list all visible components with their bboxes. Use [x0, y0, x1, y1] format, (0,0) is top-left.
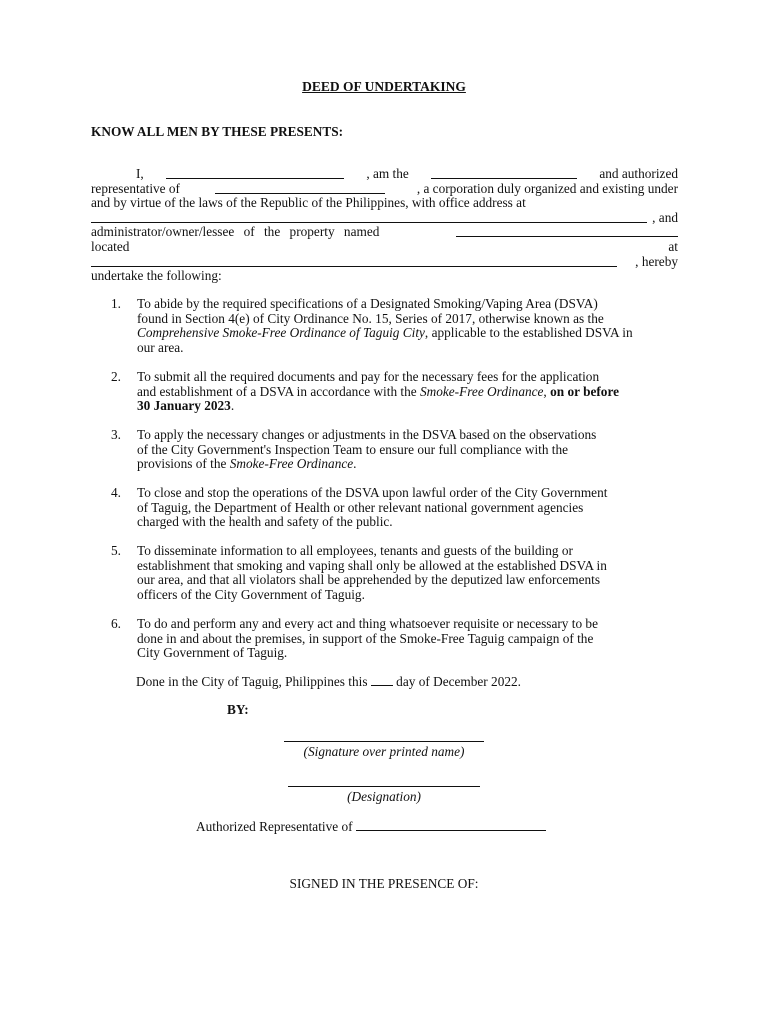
done-text: Done in the City of Taguig, Philippines this: [136, 674, 368, 689]
item-line-text: To submit all the required documents and pay for the necessary fees for the application: [137, 369, 600, 384]
item-line-text: City Government of Taguig.: [137, 645, 288, 661]
signature-caption: (Signature over printed name): [303, 744, 465, 759]
item-line: [137, 486, 678, 501]
item-number: 2.: [111, 369, 121, 384]
item-number: 1.: [111, 296, 121, 311]
intro-text: located: [91, 238, 130, 254]
intro-line-5: [91, 225, 678, 240]
item-line: [137, 443, 678, 458]
day-blank: [371, 674, 393, 686]
item-line: [137, 588, 678, 603]
item-text: [137, 544, 678, 602]
blank-line: [456, 225, 678, 237]
done-in-line: [136, 674, 521, 690]
item-number: 6.: [111, 616, 121, 631]
intro-line-7: [91, 255, 678, 270]
item-line-text: To abide by the required specifications of a Designated Smoking/Vaping Area (DSVA): [137, 296, 598, 311]
item-text: [137, 370, 678, 414]
intro-line-6: [91, 240, 678, 255]
intro-paragraph: [91, 167, 678, 284]
item-line-text: To do and perform any and every act and thing whatsoever requisite or necessary to be: [137, 616, 598, 631]
know-all-heading: KNOW ALL MEN BY THESE PRESENTS:: [91, 124, 344, 139]
blank-line: [431, 167, 577, 179]
designation-caption: (Designation): [347, 789, 421, 804]
intro-line-2: [91, 182, 678, 197]
item-line-text: .: [353, 456, 357, 472]
ordinance-name: Smoke-Free Ordinance: [419, 383, 544, 399]
item-text: [137, 617, 678, 661]
intro-line-1: [91, 167, 678, 182]
intro-line-4: [91, 211, 678, 226]
item-line-text: and establishment of a DSVA in accordance with the: [137, 383, 420, 399]
intro-text: at: [668, 238, 678, 254]
intro-text: , hereby: [635, 253, 678, 269]
item-line-text: , applicable to the established DSVA in: [424, 325, 633, 341]
item-line-text: charged with the health and safety of the public.: [137, 514, 393, 530]
item-line: [137, 399, 678, 414]
intro-line-3: [91, 196, 678, 211]
item-line-text: To disseminate information to all employees, tenants and guests of the building or: [137, 543, 573, 558]
item-line-text: officers of the City Government of Taguig.: [137, 586, 365, 602]
by-label: BY:: [227, 702, 249, 717]
item-line: [137, 559, 678, 574]
intro-text: representative of: [91, 180, 180, 196]
document-title: DEED OF UNDERTAKING: [302, 79, 466, 94]
item-number: 4.: [111, 485, 121, 500]
item-number: 5.: [111, 543, 121, 558]
item-line-text: of the City Government's Inspection Team to ensure our full compliance with the: [137, 441, 569, 457]
item-line: [137, 341, 678, 356]
item-line-text: found in Section 4(e) of City Ordinance No. 15, Series of 2017, otherwise known as the: [137, 310, 604, 326]
intro-line-8: [91, 269, 678, 284]
signature-line: [284, 740, 484, 742]
ordinance-name: Smoke-Free Ordinance: [229, 456, 354, 472]
item-line: [137, 646, 678, 661]
intro-text: and by virtue of the laws of the Republic of the Philippines, with office address at: [91, 195, 526, 211]
item-line-text: To close and stop the operations of the DSVA upon lawful order of the City Government: [137, 485, 608, 500]
blank-line: [91, 255, 617, 267]
item-line-text: of Taguig, the Department of Health or other relevant national government agencies: [137, 499, 584, 515]
intro-text: administrator/owner/lessee of the property named: [91, 224, 380, 240]
item-line: [137, 515, 678, 530]
item-line-text: To apply the necessary changes or adjustments in the DSVA based on the observations: [137, 427, 597, 442]
item-text: [137, 428, 678, 472]
item-number: 3.: [111, 427, 121, 442]
item-line-text: .: [230, 398, 235, 414]
company-blank: [356, 819, 546, 831]
item-line-text: our area, and that all violators shall be apprehended by the deputized law enforcements: [137, 572, 600, 588]
item-line: [137, 297, 678, 312]
item-line-text: our area.: [137, 339, 184, 355]
item-line: [137, 457, 678, 472]
intro-text: I,: [136, 166, 144, 181]
blank-line: [215, 182, 385, 194]
intro-text: and authorized: [599, 166, 678, 181]
item-line: [137, 501, 678, 516]
blank-line: [91, 211, 647, 223]
deadline-date: 30 January 2023: [137, 398, 231, 414]
item-line-text: done in and about the premises, in support of the Smoke-Free Taguig campaign of the: [137, 630, 594, 646]
item-line: [137, 544, 678, 559]
intro-text: , and: [652, 209, 678, 225]
authorized-rep-label: Authorized Representative of: [196, 819, 353, 834]
item-line: [137, 385, 678, 400]
intro-text: , a corporation duly organized and existing under: [416, 180, 678, 196]
item-line: [137, 573, 678, 588]
item-line: [137, 370, 678, 385]
intro-text: , am the: [366, 166, 409, 181]
item-line-text: ,: [543, 383, 551, 399]
item-line: [137, 632, 678, 647]
item-line: [137, 617, 678, 632]
item-line-text: provisions of the: [137, 456, 230, 472]
signed-in-presence-heading: SIGNED IN THE PRESENCE OF:: [289, 876, 479, 891]
done-text: day of December 2022.: [396, 674, 521, 689]
deadline-text: on or before: [550, 383, 620, 399]
item-text: [137, 486, 678, 530]
item-line: [137, 428, 678, 443]
item-line-text: establishment that smoking and vaping shall only be allowed at the established DSVA in: [137, 557, 607, 573]
ordinance-name: Comprehensive Smoke-Free Ordinance of Taguig City: [137, 325, 425, 341]
intro-text: undertake the following:: [91, 268, 222, 284]
designation-line: [288, 785, 480, 787]
item-line: [137, 326, 678, 341]
blank-line: [166, 167, 344, 179]
authorized-representative-line: [196, 819, 546, 835]
item-text: [137, 297, 678, 355]
item-line: [137, 312, 678, 327]
